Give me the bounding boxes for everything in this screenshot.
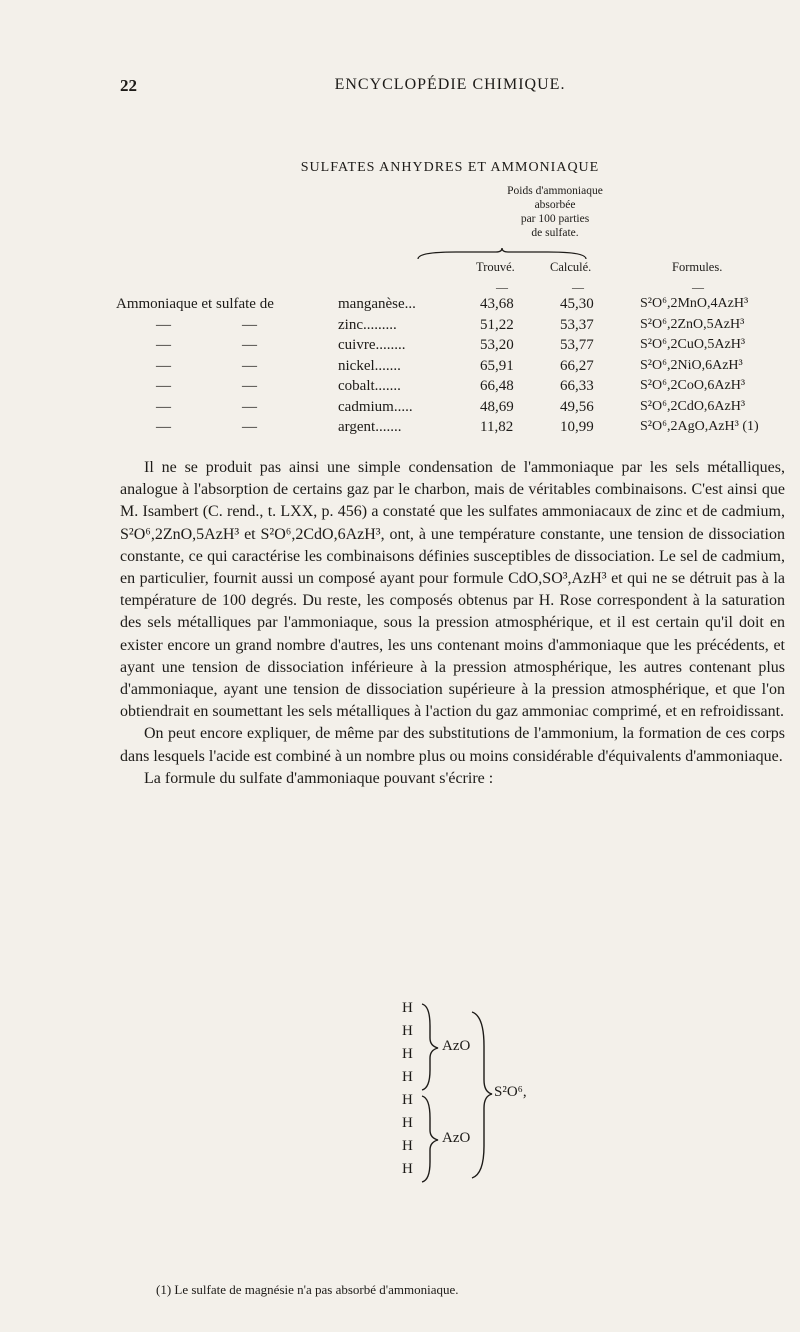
ditto-dash: — [156, 337, 171, 353]
hydrogen-symbol: H [402, 1023, 413, 1039]
s2o6-label: S²O⁶, [494, 1084, 527, 1100]
ditto-dash: — [242, 378, 257, 394]
found-value: 51,22 [480, 316, 514, 333]
formula-braces [360, 996, 580, 1196]
table-row [116, 296, 796, 317]
row-label: Ammoniaque et sulfate de [116, 296, 274, 312]
metal-name: zinc......... [338, 316, 397, 333]
column-brace [416, 248, 588, 260]
ditto-dash: — [242, 337, 257, 353]
column-header-calculated: Calculé. [550, 260, 592, 274]
ditto-dash: — [242, 316, 257, 333]
calculated-value: 10,99 [560, 419, 594, 435]
paragraph: La formule du sulfate d'ammoniaque pouvant s'écrire : [144, 769, 494, 787]
found-value: 53,20 [480, 337, 514, 353]
found-value: 66,48 [480, 378, 514, 394]
hydrogen-symbol: H [402, 1046, 413, 1062]
calculated-value: 66,33 [560, 378, 594, 394]
found-value: 65,91 [480, 357, 514, 374]
table-row [116, 337, 796, 358]
ditto-dash: — [156, 316, 171, 333]
table-row [116, 399, 796, 420]
column-note-line: Poids d'ammoniaque [507, 185, 603, 197]
metal-name: nickel....... [338, 357, 401, 374]
calculated-value: 53,37 [560, 316, 594, 333]
page-number: 22 [120, 76, 137, 95]
ditto-dash: — [242, 398, 257, 415]
ditto-dash: — [242, 357, 257, 374]
table-row [116, 358, 796, 379]
hydrogen-symbol: H [402, 1161, 413, 1177]
ditto-dash: — [156, 378, 171, 394]
formula-value: S²O⁶,2CuO,5AzH³ [640, 337, 746, 352]
column-header-formulas: Formules. [672, 260, 723, 274]
calculated-value: 45,30 [560, 296, 594, 312]
column-note-line: absorbée [534, 199, 576, 211]
body-text [120, 457, 785, 790]
calculated-value: 66,27 [560, 357, 594, 374]
table-row [116, 419, 796, 440]
formula-value: S²O⁶,2MnO,4AzH³ [640, 296, 749, 311]
paragraph: On peut encore expliquer, de même par des substitutions de l'ammonium, la formation de ces corps dans lesquels l'acide est combiné à un nombre plus ou moins considérable d'équivalents d'ammoniaque. [120, 725, 785, 765]
column-header-found: Trouvé. [476, 260, 515, 274]
metal-name: cobalt....... [338, 378, 401, 394]
section-title: SULFATES ANHYDRES ET AMMONIAQUE [300, 160, 600, 175]
metal-name: cadmium..... [338, 398, 413, 415]
running-title: ENCYCLOPÉDIE CHIMIQUE. [334, 76, 566, 93]
calculated-value: 53,77 [560, 337, 594, 353]
table-row [116, 317, 796, 338]
calculated-value: 49,56 [560, 398, 594, 415]
azo-label: AzO [442, 1038, 471, 1054]
formula-value: S²O⁶,2NiO,6AzH³ [640, 357, 743, 373]
column-dash: — [496, 280, 508, 294]
ditto-dash: — [156, 419, 171, 435]
hydrogen-symbol: H [402, 1092, 413, 1108]
azo-label: AzO [442, 1130, 471, 1146]
paragraph: Il ne se produit pas ainsi une simple condensation de l'ammoniaque par les sels métalliques, analogue à l'absorption de certains gaz par le charbon, mais de véritables combinaisons. C'est ainsi que M. Isambert (C. rend., t. LXX, p. 456) a constaté que les sulfates ammoniacaux de zinc et de cadmium, S²O⁶,2ZnO,5AzH³ et S²O⁶,2CdO,6AzH³, ont, à une température constante, une tension de dissociation constante, ce qui caractérise les combinaisons définies susceptibles de dissociation. Le sel de cadmium, en particulier, fournit aussi un composé ayant pour formule CdO,SO³,AzH³ et qui ne se détruit pas à la température de 100 degrés. Du reste, les composés obtenus par H. Rose correspondent à la saturation des sels métalliques par l'ammoniaque, sous la pression atmosphérique, et il est certain qu'il doit en exister encore un grand nombre d'autres, les uns contenant moins d'ammoniaque que les précédents, et ayant une tension de dissociation inférieure à la pression atmosphérique, les autres contenant plus d'ammoniaque, ayant une tension de dissociation supérieure à la pression atmosphérique, et que l'on obtiendrait en soumettant les sels métalliques à l'action du gaz ammoniac comprimé, et en refroidissant. [120, 459, 785, 721]
hydrogen-symbol: H [402, 1069, 413, 1085]
hydrogen-symbol: H [402, 1000, 413, 1016]
table-row [116, 378, 796, 399]
ditto-dash: — [242, 419, 257, 435]
column-note [480, 184, 630, 240]
formula-value: S²O⁶,2CdO,6AzH³ [640, 398, 746, 414]
hydrogen-symbol: H [402, 1138, 413, 1154]
column-dash: — [572, 280, 584, 294]
ditto-dash: — [156, 357, 171, 374]
formula-value: S²O⁶,2ZnO,5AzH³ [640, 316, 745, 332]
metal-name: manganèse... [338, 296, 416, 312]
column-note-line: par 100 parties [520, 213, 590, 225]
sulfate-table [116, 296, 796, 440]
formula-value: S²O⁶,2CoO,6AzH³ [640, 378, 746, 393]
found-value: 11,82 [480, 419, 514, 435]
hydrogen-symbol: H [402, 1115, 413, 1131]
found-value: 43,68 [480, 296, 514, 312]
ditto-dash: — [156, 398, 171, 415]
found-value: 48,69 [480, 398, 514, 415]
column-dash: — [692, 280, 704, 294]
column-note-line: de sulfate. [531, 227, 579, 239]
metal-name: cuivre........ [338, 337, 406, 353]
formula-value: S²O⁶,2AgO,AzH³ (1) [640, 419, 759, 434]
page-header [120, 76, 780, 100]
ammonium-sulfate-formula [360, 996, 580, 1206]
metal-name: argent....... [338, 419, 402, 435]
footnote: (1) Le sulfate de magnésie n'a pas absorbé d'ammoniaque. [156, 1282, 459, 1297]
